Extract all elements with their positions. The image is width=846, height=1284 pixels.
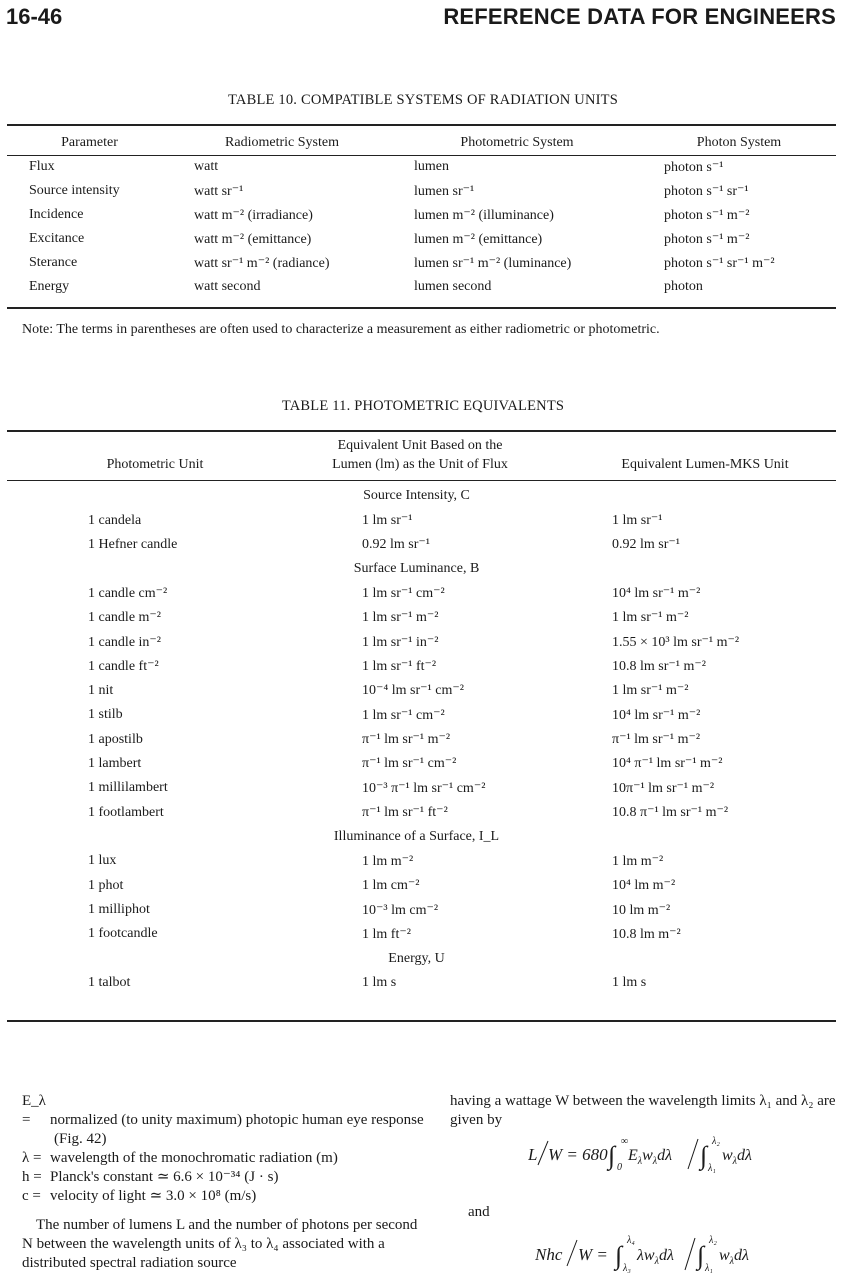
table10-col-header: Photometric System — [460, 135, 574, 150]
table11-cell: 1 lm m⁻² — [612, 853, 664, 869]
table11-row — [7, 703, 836, 727]
table11-cell: π⁻¹ lm sr⁻¹ ft⁻² — [362, 805, 448, 821]
table10-cell: photon s⁻¹ m⁻² — [664, 231, 750, 247]
table11-col-header-lumen-line2: Lumen (lm) as the Unit of Flux — [332, 457, 508, 472]
equation-photons — [535, 1232, 785, 1279]
table11-section-cell — [7, 947, 836, 971]
table11-cell: 1 stilb — [88, 707, 123, 723]
eq1-int1-lower: 0 — [617, 1162, 622, 1173]
table11-section-row — [7, 557, 836, 581]
table11-cell: 1 candle in⁻² — [88, 634, 162, 650]
definition-item — [22, 1168, 427, 1187]
table10-cell: photon s⁻¹ sr⁻¹ m⁻² — [664, 255, 775, 271]
eq1-lhs: L — [528, 1145, 538, 1164]
right-column — [450, 1092, 842, 1130]
table11-cell: 1 apostilb — [88, 731, 143, 747]
table10-cell: watt second — [194, 279, 261, 294]
table10 — [7, 131, 836, 299]
eq1-numerator: $E_\lambda w_\lambda d\lambda$ — [628, 1147, 673, 1167]
table11-row — [7, 533, 836, 557]
table10-row — [7, 227, 836, 251]
table11-row — [7, 849, 836, 873]
table11-row — [7, 508, 836, 532]
table11-bottom-rule — [7, 1020, 836, 1022]
table11-cell: 10.8 lm sr⁻¹ m⁻² — [612, 659, 706, 675]
table10-cell: watt — [194, 159, 219, 174]
table10-cell: Incidence — [29, 207, 84, 222]
definition-text: wavelength of the monochromatic radiation (m) — [50, 1150, 338, 1166]
eq2-int2-lower: λ₁ — [705, 1263, 713, 1274]
table11-cell: 1 phot — [88, 877, 124, 893]
body-paragraph: The number of lumens L and the number of photons per second N between the wavelength units of λ₃ to λ₄ associated with a distributed spectral radiation source — [22, 1217, 418, 1271]
equation-photons-svg — [535, 1232, 785, 1274]
and-word: and — [468, 1204, 490, 1220]
table10-bottom-rule — [7, 307, 836, 309]
table11-cell: 10 lm m⁻² — [612, 902, 671, 918]
table11-cell: 1 lm s — [612, 975, 647, 991]
table11-header-rule — [7, 480, 836, 481]
eq1-slash — [538, 1141, 548, 1165]
table10-cell: photon — [664, 279, 703, 294]
table10-row — [7, 251, 836, 275]
eq1-int1-upper: ∞ — [621, 1136, 629, 1147]
table10-cell: lumen sr⁻¹ — [414, 183, 475, 199]
definition-symbol: h = — [22, 1169, 42, 1185]
eq2-lhs: Nhc — [535, 1245, 563, 1264]
equation-lumens-svg — [528, 1133, 788, 1173]
table10-cell: Excitance — [29, 231, 85, 246]
table11-row — [7, 606, 836, 630]
eq2-w: W = — [578, 1245, 608, 1264]
table10-cell: watt m⁻² (irradiance) — [194, 207, 313, 223]
table11-cell: 1 lm s — [362, 975, 397, 991]
eq2-integral-1: ∫ — [615, 1241, 623, 1270]
table11-col-header-lumen — [285, 436, 555, 474]
eq1-integral-2: ∫ — [700, 1141, 708, 1170]
table10-cell: Sterance — [29, 255, 78, 270]
table10-cell: Source intensity — [29, 183, 120, 198]
right-paragraph: having a wattage W between the wavelength limits λ₁ and λ₂ are given by — [450, 1093, 836, 1128]
table10-top-rule — [7, 124, 836, 126]
table11-cell: 1 lm ft⁻² — [362, 926, 411, 942]
table11-col-header-lumen-line1: Equivalent Unit Based on the — [337, 438, 503, 453]
table11-row — [7, 776, 836, 800]
table11-cell: 1 milliphot — [88, 902, 150, 918]
table10-col-header: Photon System — [696, 135, 782, 150]
table10-cell: Energy — [29, 279, 70, 294]
running-header — [6, 4, 836, 34]
table11-row — [7, 654, 836, 678]
table11-section-title: Surface Luminance, B — [353, 561, 480, 577]
table11-cell: 1 candle cm⁻² — [88, 586, 168, 602]
definition-text: normalized (to unity maximum) photopic human eye response (Fig. 42) — [50, 1112, 424, 1147]
eq1-divide — [688, 1139, 698, 1169]
table11-cell: 1 lux — [88, 853, 117, 869]
definition-symbol: E_λ = — [22, 1093, 46, 1128]
table11-cell: 1 footcandle — [88, 926, 158, 942]
table11-cell: 1 lm m⁻² — [362, 853, 414, 869]
table11-row — [7, 630, 836, 654]
table11-section-cell — [7, 484, 836, 508]
table10-cell: photon s⁻¹ — [664, 159, 724, 175]
table11-cell: 1 lm cm⁻² — [362, 878, 420, 894]
table11-section-row — [7, 825, 836, 849]
eq1-int2-upper: λ₂ — [712, 1136, 720, 1147]
table10-col-header: Radiometric System — [225, 135, 339, 150]
eq2-int2-upper: λ₂ — [709, 1235, 717, 1246]
table11-cell: 1 lm sr⁻¹ cm⁻² — [362, 707, 445, 723]
table11-cell: 10⁴ lm sr⁻¹ m⁻² — [612, 586, 701, 602]
table11-cell: 1 lm sr⁻¹ m⁻² — [362, 610, 439, 626]
table10-cell: lumen m⁻² (emittance) — [414, 231, 543, 247]
table11-row — [7, 898, 836, 922]
definition-item — [22, 1149, 427, 1168]
table11-cell: π⁻¹ lm sr⁻¹ m⁻² — [362, 732, 451, 748]
table11-section-cell — [7, 557, 836, 581]
table11-row — [7, 679, 836, 703]
table10-cell: watt sr⁻¹ m⁻² (radiance) — [194, 255, 330, 271]
table10-cell: photon s⁻¹ m⁻² — [664, 207, 750, 223]
definition-item — [22, 1092, 427, 1149]
eq2-int1-upper: λ₄ — [627, 1235, 635, 1246]
table11-cell: 1 candle m⁻² — [88, 610, 162, 626]
table10-header-rule — [7, 155, 836, 156]
table11-cell: π⁻¹ lm sr⁻¹ m⁻² — [612, 732, 701, 748]
table11-section-title: Source Intensity, C — [363, 488, 470, 504]
table11-caption: TABLE 11. PHOTOMETRIC EQUIVALENTS — [281, 398, 565, 414]
definition-text: velocity of light ≃ 3.0 × 10⁸ (m/s) — [50, 1188, 257, 1204]
table10-cell: lumen m⁻² (illuminance) — [414, 207, 554, 223]
table11-cell: 10π⁻¹ lm sr⁻¹ m⁻² — [612, 780, 715, 796]
eq2-divide — [685, 1238, 695, 1270]
table10-cell: watt m⁻² (emittance) — [194, 231, 312, 247]
table11-cell: 1 lm sr⁻¹ cm⁻² — [362, 586, 445, 602]
table10-cell: lumen second — [414, 279, 492, 294]
table10-row — [7, 179, 836, 203]
table11-cell: 10⁻⁴ lm sr⁻¹ cm⁻² — [362, 683, 464, 699]
table11-section-cell — [7, 825, 836, 849]
table10-cell: lumen — [414, 159, 449, 174]
table11-cell: 10⁻³ π⁻¹ lm sr⁻¹ cm⁻² — [362, 780, 486, 796]
table11-row — [7, 800, 836, 824]
table11-cell: π⁻¹ lm sr⁻¹ cm⁻² — [362, 756, 457, 772]
table10-caption: TABLE 10. COMPATIBLE SYSTEMS OF RADIATION UNITS — [228, 92, 618, 108]
table11-cell: 1.55 × 10³ lm sr⁻¹ m⁻² — [612, 634, 740, 650]
definition-symbol: c = — [22, 1188, 41, 1204]
table11-cell: 10.8 lm m⁻² — [612, 926, 681, 942]
book-title: REFERENCE DATA FOR ENGINEERS — [443, 4, 836, 29]
table10-cell: photon s⁻¹ sr⁻¹ — [664, 183, 749, 199]
table11-cell: 1 lm sr⁻¹ — [362, 513, 413, 529]
table10-cell: watt sr⁻¹ — [194, 183, 244, 199]
table11-cell: 1 candela — [88, 512, 142, 528]
eq1-denominator: $w_\lambda d\lambda$ — [722, 1147, 752, 1167]
table11-row — [7, 581, 836, 605]
table11-cell: 1 lm sr⁻¹ — [612, 513, 663, 529]
eq2-integral-2: ∫ — [697, 1241, 705, 1270]
table11-section-row — [7, 947, 836, 971]
table10-note: Note: The terms in parentheses are often used to characterize a measurement as either radiometric or photometric. — [22, 322, 660, 337]
eq2-int1-lower: λ₃ — [623, 1263, 631, 1274]
table11-cell: 1 nit — [88, 682, 114, 698]
eq2-denominator: $w_\lambda d\lambda$ — [719, 1247, 749, 1267]
eq2-numerator: $\lambda w_\lambda d\lambda$ — [637, 1247, 674, 1267]
definitions-list — [22, 1092, 427, 1206]
table11-row — [7, 922, 836, 946]
table11-section-row — [7, 484, 836, 508]
table11-cell: 1 lm sr⁻¹ m⁻² — [612, 683, 689, 699]
table11-cell: 0.92 lm sr⁻¹ — [362, 537, 430, 553]
table11-cell: 1 candle ft⁻² — [88, 659, 159, 675]
table11-row — [7, 874, 836, 898]
equation-lumens — [528, 1133, 788, 1178]
table10-row — [7, 275, 836, 299]
table10-header-row — [7, 131, 836, 155]
table11-cell: 1 lm sr⁻¹ m⁻² — [612, 610, 689, 626]
table11-row — [7, 752, 836, 776]
definition-item — [22, 1187, 427, 1206]
table11-cell: 0.92 lm sr⁻¹ — [612, 537, 680, 553]
definition-text: Planck's constant ≃ 6.6 × 10⁻³⁴ (J · s) — [50, 1169, 279, 1185]
page-number: 16-46 — [6, 4, 63, 29]
table11-cell: 10⁴ π⁻¹ lm sr⁻¹ m⁻² — [612, 756, 723, 772]
table11-cell: 10⁴ lm m⁻² — [612, 878, 676, 894]
table10-col-header: Parameter — [61, 135, 118, 150]
eq1-int2-lower: λ₁ — [708, 1163, 716, 1173]
definition-symbol: λ = — [22, 1150, 42, 1166]
table11-row — [7, 727, 836, 751]
table11-cell: 10⁻³ lm cm⁻² — [362, 902, 439, 918]
table10-row — [7, 155, 836, 179]
table11-col-header-mks: Equivalent Lumen-MKS Unit — [621, 457, 789, 472]
table11-section-title: Energy, U — [388, 950, 445, 966]
table11-cell: 1 millilambert — [88, 780, 168, 796]
table11-cell: 1 lm sr⁻¹ in⁻² — [362, 634, 439, 650]
table11-cell: 1 lm sr⁻¹ ft⁻² — [362, 659, 437, 675]
table11-cell: 1 Hefner candle — [88, 536, 178, 552]
eq1-integral-1: ∫ — [608, 1141, 616, 1170]
table11-cell: 10.8 π⁻¹ lm sr⁻¹ m⁻² — [612, 805, 729, 821]
eq2-slash — [567, 1240, 577, 1266]
table11-cell: 1 lambert — [88, 755, 142, 771]
table11-cell: 1 footlambert — [88, 804, 164, 820]
table11-section-title: Illuminance of a Surface, I_L — [333, 828, 500, 844]
table10-row — [7, 203, 836, 227]
eq1-w: W = 680 — [548, 1145, 608, 1164]
table10-cell: lumen sr⁻¹ m⁻² (luminance) — [414, 255, 572, 271]
table11 — [7, 484, 836, 995]
table11-col-header-unit: Photometric Unit — [106, 457, 204, 472]
table11-cell: 1 talbot — [88, 975, 131, 991]
table11-row — [7, 971, 836, 995]
table10-cell: Flux — [29, 159, 55, 174]
left-column — [22, 1092, 427, 1273]
table11-cell: 10⁴ lm sr⁻¹ m⁻² — [612, 707, 701, 723]
table11-top-rule — [7, 430, 836, 432]
